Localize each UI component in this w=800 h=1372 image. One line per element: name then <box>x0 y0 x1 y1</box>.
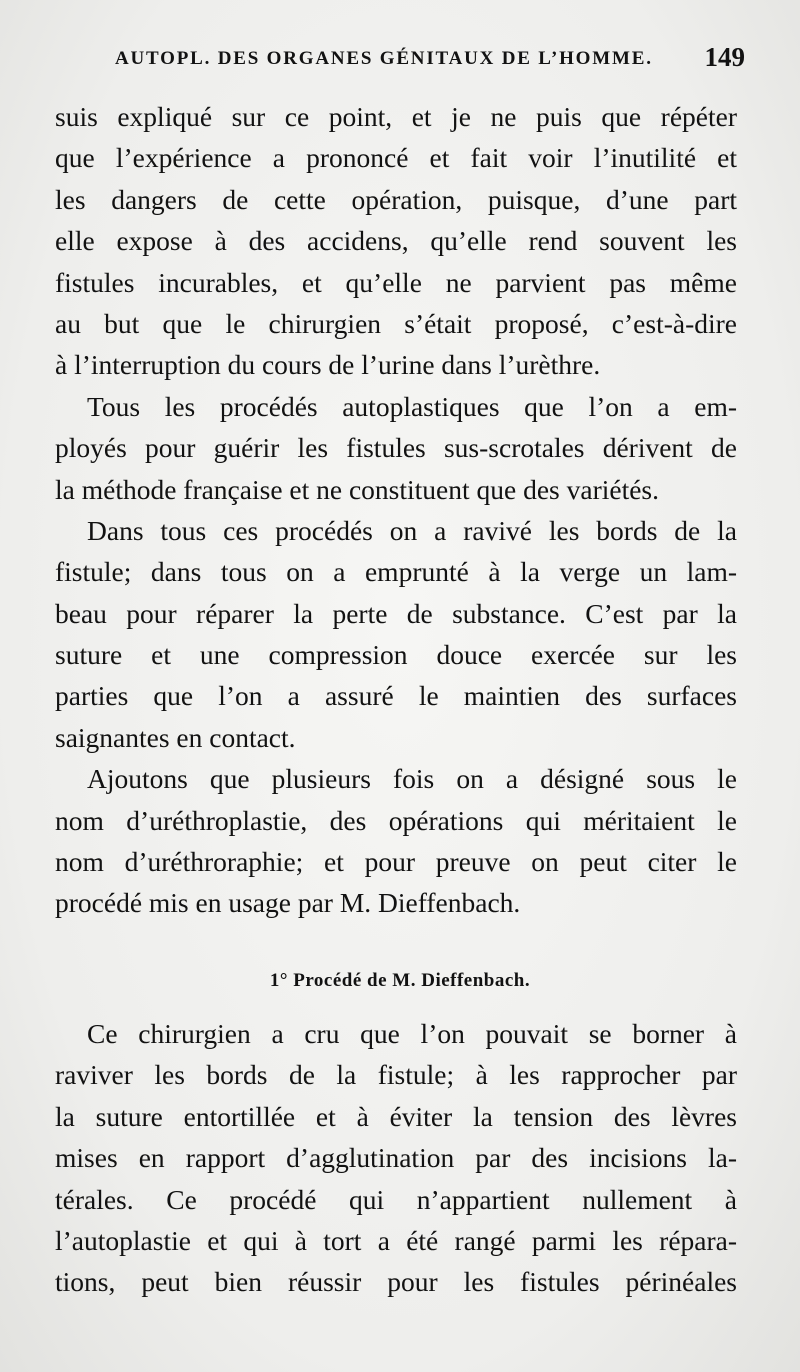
text-line: Dans tous ces procédés on a ravivé les bords de la <box>87 514 737 546</box>
text-line: la méthode française et ne constituent que des variétés. <box>55 473 659 505</box>
text-line: Tous les procédés autoplastiques que l’on a em- <box>87 390 737 422</box>
section-heading: 1° Procédé de M. Dieffenbach. <box>269 970 531 991</box>
text-line: raviver les bords de la fistule; à les rapprocher par <box>55 1059 737 1091</box>
text-line: saignantes en contact. <box>55 721 296 753</box>
section-body-text <box>55 1013 737 1303</box>
text-line: suis expliqué sur ce point, et je ne puis que répéter <box>55 101 737 132</box>
text-line: fistule; dans tous on a emprunté à la verge un lam- <box>55 556 737 588</box>
page-number: 149 <box>704 42 745 72</box>
text-line: nom d’uréthroraphie; et pour preuve on peut citer le <box>55 846 737 878</box>
text-line: la suture entortillée et à éviter la tension des lèvres <box>55 1100 737 1132</box>
text-line: parties que l’on a assuré le maintien des surfaces <box>55 680 737 712</box>
text-line: suture et une compression douce exercée sur les <box>55 639 737 671</box>
body-text <box>55 96 737 924</box>
running-title: AUTOPL. DES ORGANES GÉNITAUX DE L’HOMME. <box>115 48 653 69</box>
text-line: les dangers de cette opération, puisque, d’une part <box>55 183 737 215</box>
text-line: au but que le chirurgien s’était proposé, c’est-à-dire <box>55 307 737 339</box>
text-line: que l’expérience a prononcé et fait voir l’inutilité et <box>55 142 737 174</box>
text-line: Ajoutons que plusieurs fois on a désigné sous le <box>87 763 737 795</box>
text-line: mises en rapport d’agglutination par des incisions la- <box>55 1142 737 1174</box>
text-line: à l’interruption du cours de l’urine dans l’urèthre. <box>55 349 601 381</box>
text-line: l’autoplastie et qui à tort a été rangé parmi les répara- <box>55 1224 737 1256</box>
text-line: ployés pour guérir les fistules sus-scrotales dérivent de <box>55 432 737 464</box>
text-line: tions, peut bien réussir pour les fistules périnéales <box>55 1266 737 1298</box>
text-line: fistules incurables, et qu’elle ne parvient pas même <box>55 266 737 298</box>
text-line: nom d’uréthroplastie, des opérations qui méritaient le <box>55 804 737 836</box>
text-line: elle expose à des accidens, qu’elle rend souvent les <box>55 225 737 257</box>
text-line: procédé mis en usage par M. Dieffenbach. <box>55 887 521 919</box>
page-header <box>55 44 745 78</box>
text-line: beau pour réparer la perte de substance. C’est par la <box>55 597 737 629</box>
text-line: térales. Ce procédé qui n’appartient nullement à <box>55 1183 737 1215</box>
text-line: Ce chirurgien a cru que l’on pouvait se borner à <box>87 1018 737 1049</box>
